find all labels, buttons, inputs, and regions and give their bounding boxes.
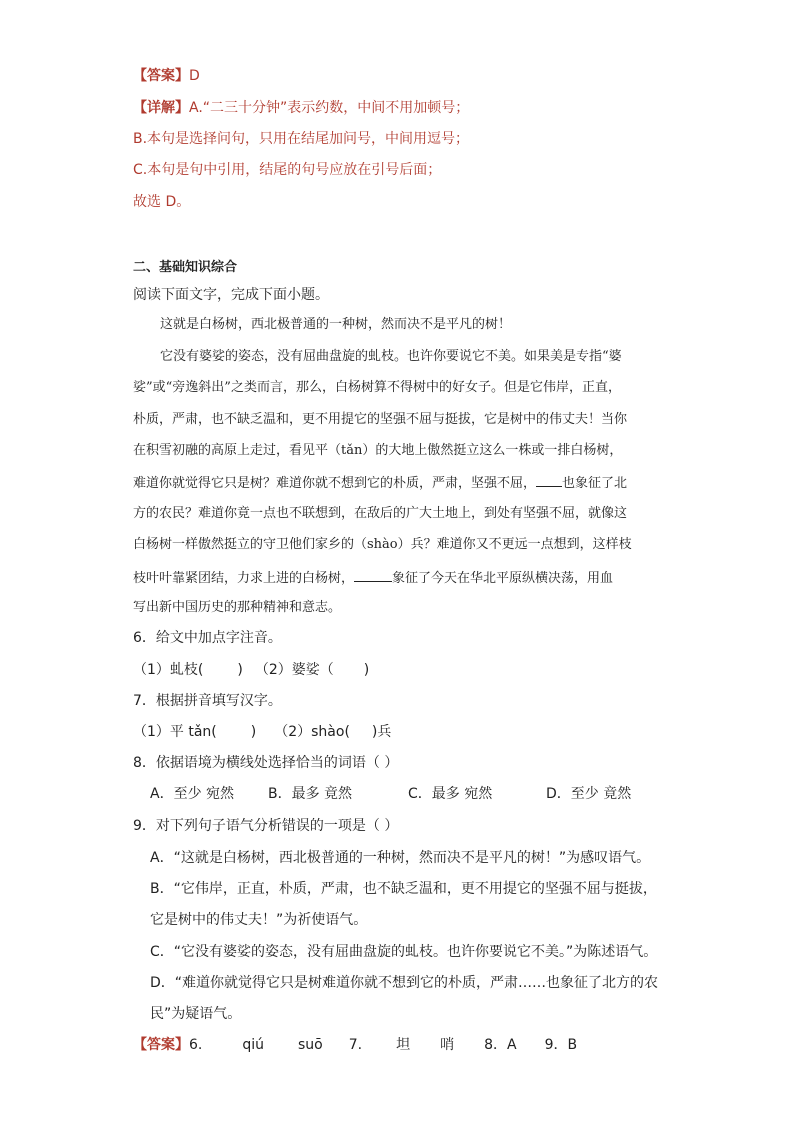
- q7-item-1: （1）平 tǎn(: [133, 724, 217, 740]
- q6-item-1: （1）虬枝(: [133, 662, 204, 678]
- q9-option-c[interactable]: C．“它没有婆娑的姿态，没有屈曲盘旋的虬枝。也许你要说它不美。”为陈述语气。: [150, 944, 658, 960]
- q6-item-2: （2）婆娑（: [254, 662, 334, 678]
- answer-7-1: 坦: [396, 1037, 411, 1053]
- passage-line-2: 它没有婆娑的姿态，没有屈曲盘旋的虬枝。也许你要说它不美。如果美是专指“婆: [160, 349, 622, 364]
- q8-option-a[interactable]: A．至少 宛然: [150, 786, 235, 802]
- detail-label: 【详解】: [133, 100, 189, 116]
- question-6: 6．给文中加点字注音。: [133, 630, 282, 646]
- answer-6-2: suō: [298, 1037, 323, 1053]
- q9-option-d-cont: 民”为疑语气。: [150, 1006, 242, 1022]
- question-7-items: （1）平 tǎn( ) （2）shào( )兵: [133, 724, 392, 740]
- detail-line-a: [133, 98, 469, 118]
- passage-line-5: 在积雪初融的高原上走过，看见平（tǎn）的大地上傲然挺立这么一株或一排白杨树，: [133, 443, 623, 458]
- answer-7-2: 哨: [440, 1037, 455, 1053]
- fill-blank-2[interactable]: [354, 567, 392, 582]
- passage-line-9: [133, 567, 613, 589]
- passage-line-7: 方的农民？难道你竟一点也不联想到，在敌后的广大土地上，到处有坚强不屈，就像这: [133, 506, 628, 521]
- q9-option-a[interactable]: A．“这就是白杨树，西北极普通的一种树，然而决不是平凡的树！”为感叹语气。: [150, 850, 651, 866]
- q8-option-b[interactable]: B．最多 竟然: [268, 786, 353, 802]
- answer-num-6: 6.: [189, 1037, 203, 1053]
- passage-line-9-start: 枝叶叶靠紧团结，力求上进的白杨树，: [133, 571, 355, 586]
- detail-conclusion: 故选 D。: [133, 194, 191, 210]
- q9-option-d[interactable]: D．“难道你就觉得它只是树难道你就不想到它的朴质，严肃……也象征了北方的农: [150, 975, 659, 991]
- answer-8: 8．A: [484, 1037, 517, 1053]
- question-6-items: （1）虬枝( ) （2）婆娑（ ): [133, 662, 370, 678]
- passage-line-3: 娑”或“旁逸斜出”之类而言，那么，白杨树算不得树中的好女子。但是它伟岸，正直，: [133, 380, 621, 395]
- question-9: 9．对下列句子语气分析错误的一项是（ ）: [133, 818, 399, 834]
- detail-c: C.本句是句中引用，结尾的句号应放在引号后面；: [133, 162, 442, 178]
- answer-key-label: 【答案】: [133, 1037, 189, 1053]
- detail-a: A.“二三十分钟”表示约数，中间不用加顿号；: [189, 100, 470, 116]
- section-title: 二、基础知识综合: [133, 260, 238, 275]
- passage-line-6: [133, 472, 627, 494]
- q9-option-b-cont: 它是树中的伟丈夫！”为祈使语气。: [150, 912, 368, 928]
- answer-label: 【答案】: [133, 68, 189, 84]
- question-8: 8．依据语境为横线处选择恰当的词语（ ）: [133, 755, 399, 771]
- section-instruction: 阅读下面文字，完成下面小题。: [133, 287, 329, 303]
- answer-num-7: 7.: [348, 1037, 363, 1053]
- passage-line-4: 朴质，严肃，也不缺乏温和，更不用提它的坚强不屈与挺拔，它是树中的伟丈夫！当你: [133, 412, 628, 427]
- answer-key-line: [133, 1035, 577, 1055]
- answer-value: D: [189, 68, 200, 84]
- passage-line-10: 写出新中国历史的那种精神和意志。: [133, 600, 342, 615]
- question-7: 7．根据拼音填写汉字。: [133, 693, 282, 709]
- q9-option-b[interactable]: B．“它伟岸，正直，朴质，严肃，也不缺乏温和，更不用提它的坚强不屈与挺拔，: [150, 881, 657, 897]
- answer-9: 9．B: [544, 1037, 578, 1053]
- question-8-options: [150, 784, 631, 804]
- answer-6-1: qiú: [242, 1037, 265, 1053]
- answer-line: [133, 66, 200, 86]
- passage-line-1: 这就是白杨树，西北极普通的一种树，然而决不是平凡的树！: [160, 317, 512, 332]
- detail-b: B.本句是选择问句，只用在结尾加问号，中间用逗号；: [133, 131, 470, 147]
- passage-line-6-start: 难道你就觉得它只是树？难道你就不想到它的朴质，严肃，坚强不屈，: [133, 476, 537, 491]
- q7-item-2: （2）shào(: [274, 724, 350, 740]
- passage-line-9-end: 象征了今天在华北平原纵横决荡，用血: [392, 571, 614, 586]
- q8-option-d[interactable]: D．至少 竟然: [546, 786, 632, 802]
- q8-option-c[interactable]: C．最多 宛然: [408, 786, 493, 802]
- passage-line-8: 白杨树一样傲然挺立的守卫他们家乡的（shào）兵？难道你又不更远一点想到，这样枝: [133, 537, 632, 552]
- passage-line-6-end: 也象征了北: [562, 476, 628, 491]
- fill-blank-1[interactable]: [536, 472, 562, 487]
